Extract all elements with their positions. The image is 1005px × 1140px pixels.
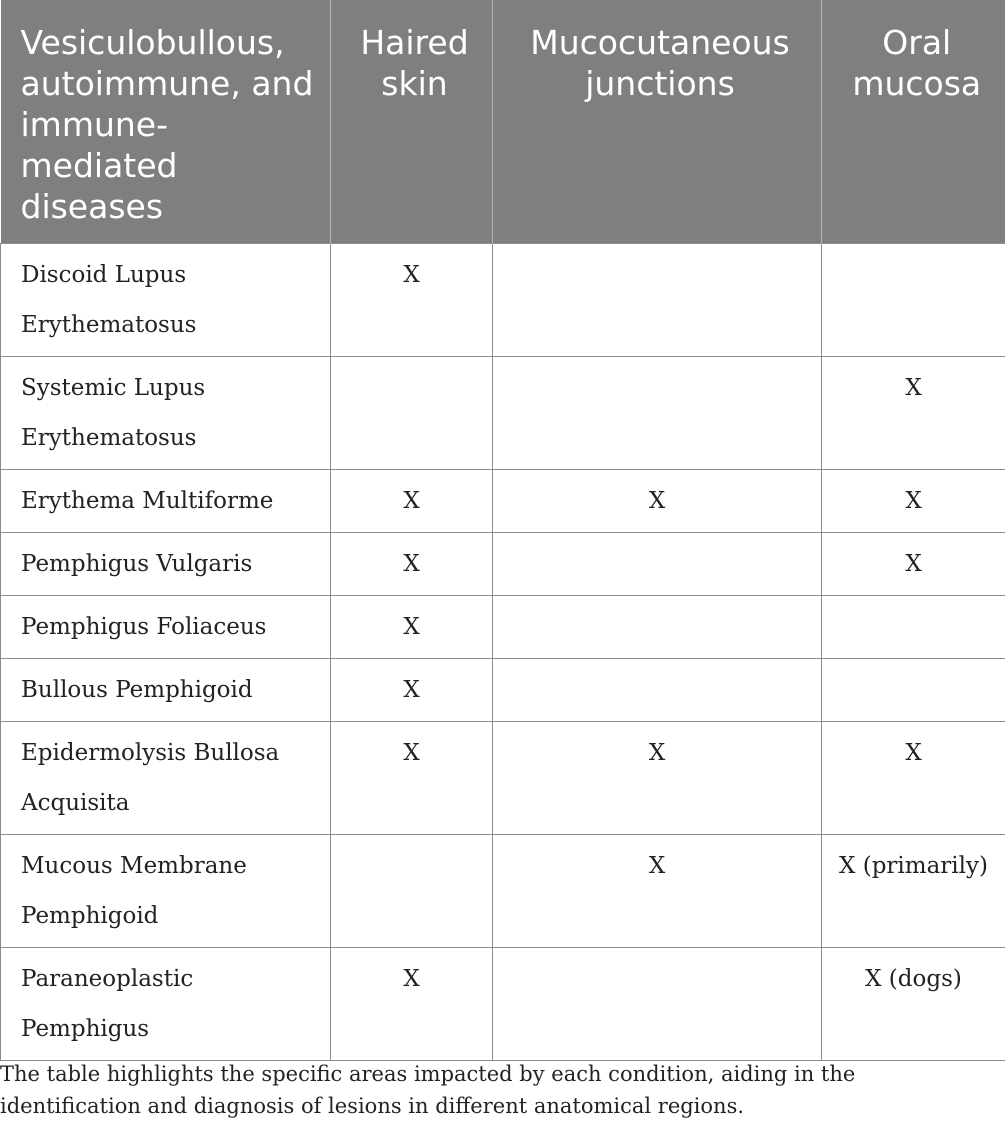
mucocutaneous-cell: X — [493, 469, 822, 532]
haired-skin-cell: X — [331, 469, 493, 532]
oral-mucosa-cell: X (dogs) — [822, 947, 1005, 1060]
table-body — [1, 243, 1005, 1060]
table-row — [1, 532, 1005, 595]
table-row — [1, 243, 1005, 356]
table-row — [1, 947, 1005, 1060]
haired-skin-cell: X — [331, 595, 493, 658]
mucocutaneous-cell — [493, 947, 822, 1060]
mucocutaneous-cell — [493, 243, 822, 356]
mucocutaneous-cell: X — [493, 721, 822, 834]
header-row — [1, 0, 1005, 243]
haired-skin-cell — [331, 356, 493, 469]
oral-mucosa-cell: X — [822, 356, 1005, 469]
table-row — [1, 356, 1005, 469]
haired-skin-cell: X — [331, 243, 493, 356]
oral-mucosa-cell — [822, 595, 1005, 658]
oral-mucosa-cell — [822, 658, 1005, 721]
disease-name: Pemphigus Foliaceus — [1, 595, 331, 658]
disease-name: Discoid Lupus Erythematosus — [1, 243, 331, 356]
mucocutaneous-cell: X — [493, 834, 822, 947]
disease-name: Epidermolysis Bullosa Acquisita — [1, 721, 331, 834]
table-header — [1, 0, 1005, 243]
mucocutaneous-cell — [493, 595, 822, 658]
table-row — [1, 595, 1005, 658]
header-oral-mucosa: Oral mucosa — [822, 0, 1005, 243]
header-disease: Vesiculobullous, autoimmune, and immune-mediated diseases — [1, 0, 331, 243]
disease-name: Pemphigus Vulgaris — [1, 532, 331, 595]
oral-mucosa-cell: X — [822, 721, 1005, 834]
mucocutaneous-cell — [493, 658, 822, 721]
haired-skin-cell: X — [331, 947, 493, 1060]
mucocutaneous-cell — [493, 532, 822, 595]
haired-skin-cell — [331, 834, 493, 947]
disease-name: Mucous Membrane Pemphigoid — [1, 834, 331, 947]
disease-name: Paraneoplastic Pemphigus — [1, 947, 331, 1060]
disease-name: Bullous Pemphigoid — [1, 658, 331, 721]
oral-mucosa-cell: X — [822, 469, 1005, 532]
haired-skin-cell: X — [331, 532, 493, 595]
header-haired-skin: Haired skin — [331, 0, 493, 243]
table-row — [1, 721, 1005, 834]
haired-skin-cell: X — [331, 721, 493, 834]
table-caption: The table highlights the specific areas impacted by each condition, aiding in the identification and diagnosis of lesions in different anatomical regions. — [0, 1062, 856, 1118]
oral-mucosa-cell: X (primarily) — [822, 834, 1005, 947]
disease-name: Systemic Lupus Erythematosus — [1, 356, 331, 469]
haired-skin-cell: X — [331, 658, 493, 721]
table-row — [1, 658, 1005, 721]
disease-name: Erythema Multiforme — [1, 469, 331, 532]
oral-mucosa-cell: X — [822, 532, 1005, 595]
table-row — [1, 834, 1005, 947]
header-mucocutaneous-junctions: Mucocutaneous junctions — [493, 0, 822, 243]
table-row — [1, 469, 1005, 532]
oral-mucosa-cell — [822, 243, 1005, 356]
mucocutaneous-cell — [493, 356, 822, 469]
